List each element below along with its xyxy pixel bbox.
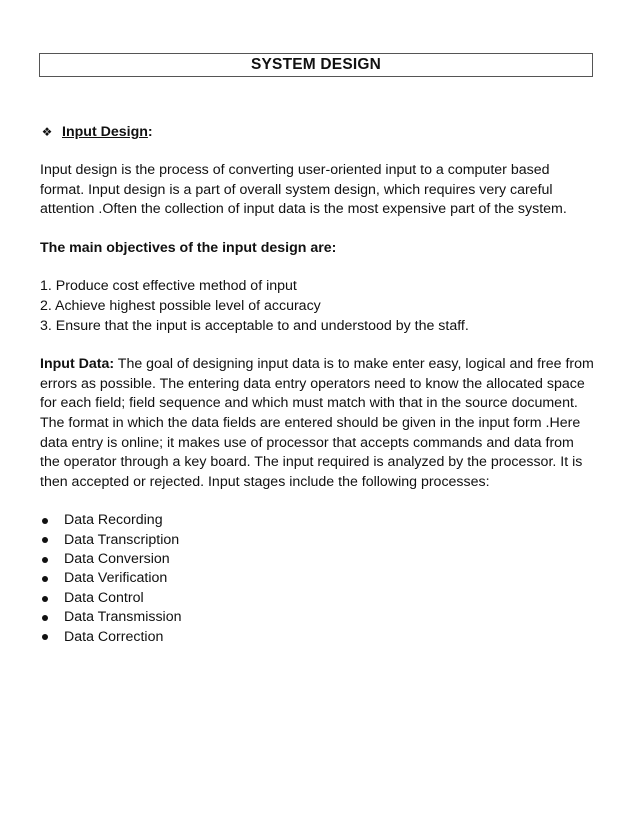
page-title-text: SYSTEM DESIGN [250,56,382,73]
section-heading-text: Input Design [62,124,148,141]
input-data-text: The goal of designing input data is to make enter easy, logical and free from errors as possible. The entering data entry operators need to know the allocated space for each field; field sequence and which must match with that in the source document. The format in which the data fields are entered should be given in the input form .Here data entry is online; it makes use of processor that accepts commands and data from the operator through a key board. The input required is analyzed by the processor. It is then accepted or rejected. Input stages include the following processes: [40,356,594,490]
bullet-icon [42,557,48,563]
list-item [40,531,596,550]
input-data-paragraph [40,355,596,492]
list-item [40,608,596,627]
list-item [40,628,596,647]
bullet-icon [42,537,48,543]
bullet-icon [42,596,48,602]
section-heading-colon: : [147,124,153,141]
objectives-heading: The main objectives of the input design are: [40,239,337,256]
bullet-icon [42,518,48,524]
objective-item: 1. Produce cost effective method of input [40,278,297,295]
list-item-label: Data Recording [64,512,163,529]
objective-item: 3. Ensure that the input is acceptable to and understood by the staff. [40,317,469,334]
bullet-icon [42,634,48,640]
intro-paragraph: Input design is the process of converting user-oriented input to a computer based format. Input design is a part of overall system design, which requires very careful attention .Often the collection of input data is the most expensive part of the system. [40,162,567,218]
list-item-label: Data Transcription [64,531,180,548]
diamond-bullet-icon: ❖ [41,125,53,140]
list-item-label: Data Transmission [64,609,182,626]
input-stages-list [40,511,596,647]
document-body [40,123,596,647]
list-item-label: Data Correction [64,628,164,645]
page-title [39,53,593,77]
bullet-icon [42,615,48,621]
list-item [40,569,596,588]
list-item-label: Data Conversion [64,551,170,567]
list-item [40,550,596,569]
list-item [40,511,596,530]
bullet-icon [42,576,48,582]
objectives-list [40,277,596,336]
list-item-label: Data Control [64,589,144,606]
section-heading [40,123,596,143]
list-item-label: Data Verification [64,570,168,587]
list-item [40,589,596,608]
input-data-label: Input Data: [40,356,115,373]
objective-item: 2. Achieve highest possible level of accuracy [40,297,321,314]
